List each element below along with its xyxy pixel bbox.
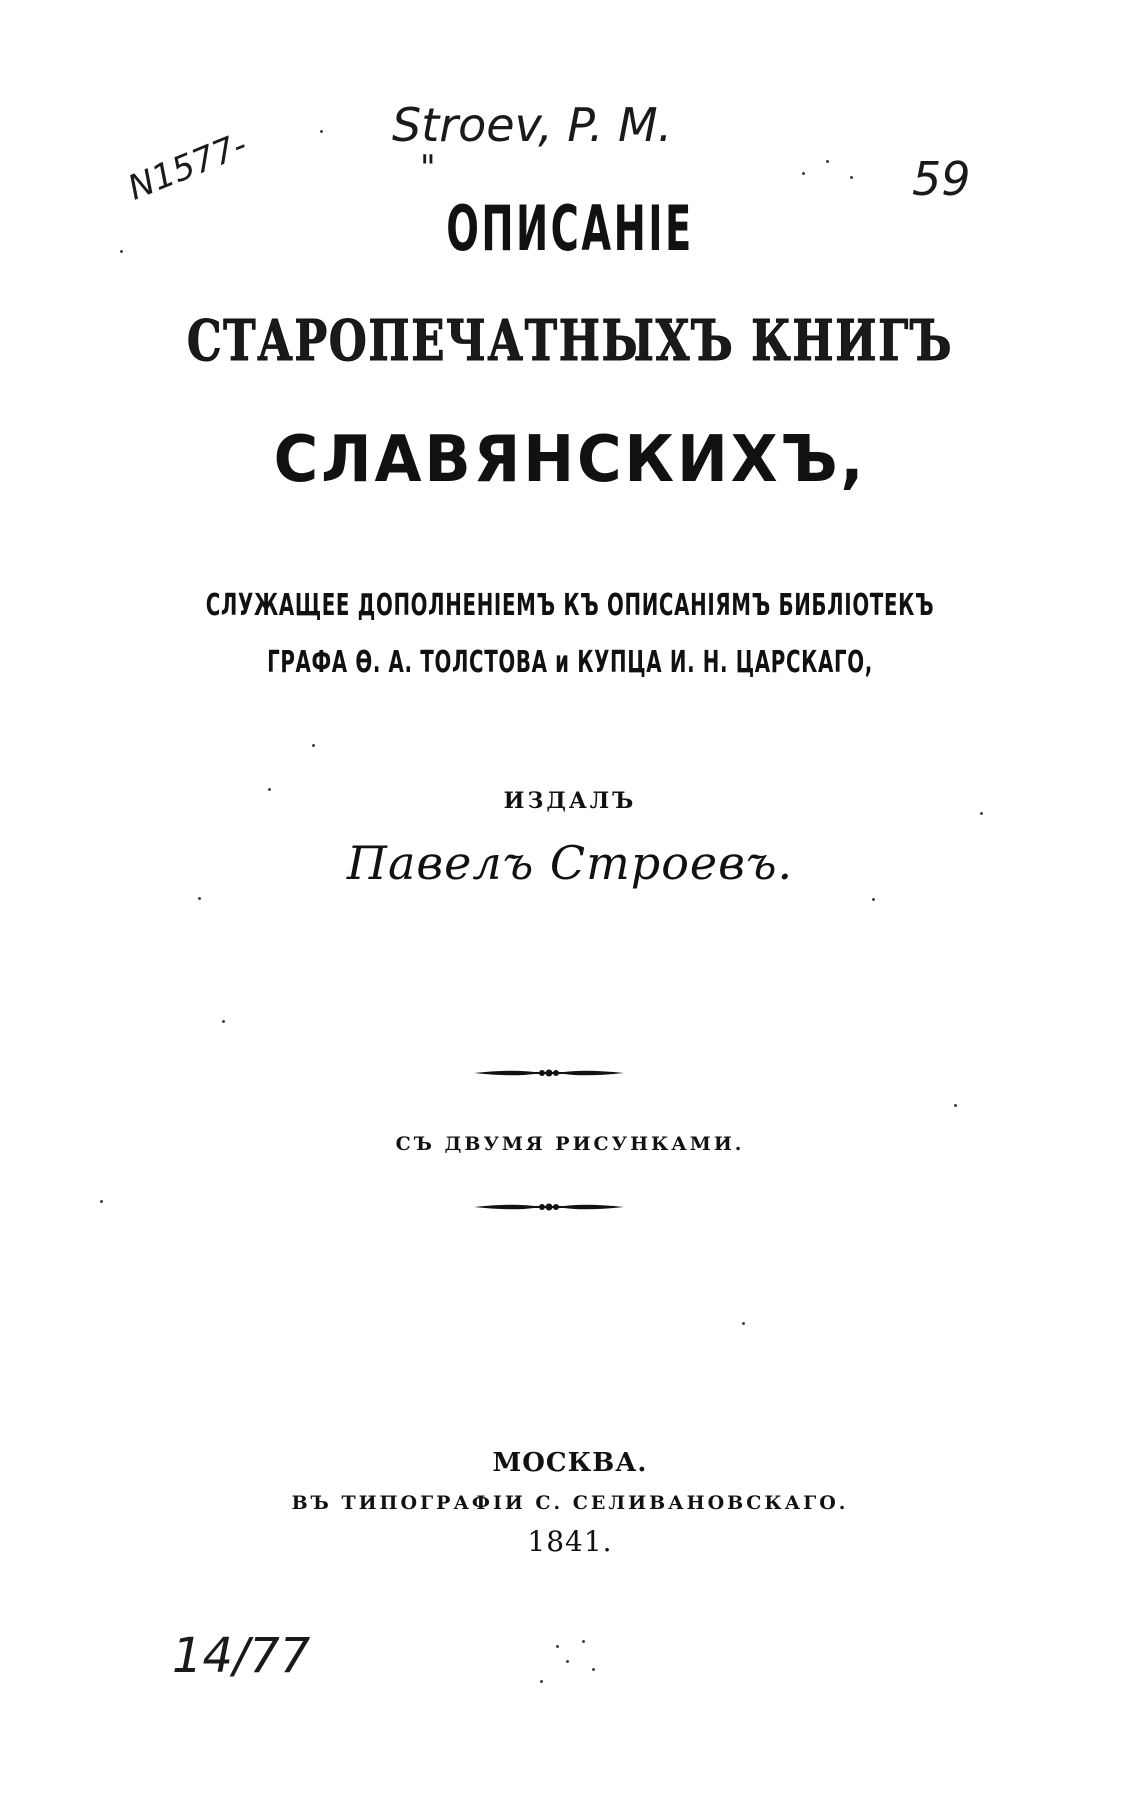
ornament-divider-top: [472, 1066, 626, 1080]
scan-speck: [872, 898, 875, 901]
handwritten-left-number: N1577-: [122, 124, 253, 209]
scan-speck: [592, 1668, 595, 1671]
scan-speck: [222, 1020, 225, 1023]
scan-speck: [540, 1680, 543, 1683]
scan-speck: [802, 172, 805, 175]
scan-speck: [742, 1322, 745, 1325]
scan-speck: [100, 1200, 103, 1203]
scan-speck: [268, 788, 271, 791]
scan-speck: [120, 250, 123, 253]
title-line-3: СЛАВЯНСКИХЪ,: [273, 423, 867, 497]
scan-speck: [582, 1640, 585, 1643]
ornament-divider-bottom: [472, 1200, 626, 1214]
imprint-city: МОСКВА.: [492, 1448, 648, 1478]
scan-speck: [954, 1104, 957, 1107]
illustrations-note: СЪ ДВУМЯ РИСУНКАМИ.: [395, 1133, 745, 1155]
subtitle-line-1: СЛУЖАЩЕЕ ДОПОЛНЕНІЕМЪ КЪ ОПИСАНІЯМЪ БИБЛІОТЕКЪ: [205, 588, 935, 623]
handwritten-bottom-number: 14/77: [172, 1628, 311, 1684]
subtitle-line-2: ГРАФА Ѳ. А. ТОЛСТОВА и КУПЦА И. Н. ЦАРСКАГО,: [267, 645, 873, 680]
handwritten-catalog-name: Stroev, P. M.: [392, 98, 673, 152]
handwritten-quote-mark: ": [420, 148, 436, 188]
scan-speck: [556, 1645, 559, 1648]
scan-speck: [198, 897, 201, 900]
scan-speck: [850, 176, 853, 179]
scan-speck: [320, 130, 323, 133]
published-by-label: ИЗДАЛЪ: [503, 788, 637, 814]
author-name: Павелъ Строевъ.: [346, 836, 794, 890]
scan-speck: [312, 744, 315, 747]
scan-speck: [980, 812, 983, 815]
imprint-printer: ВЪ ТИПОГРАФІИ С. СЕЛИВАНОВСКАГО.: [291, 1492, 849, 1514]
handwritten-right-number: 59: [912, 152, 971, 206]
imprint-year: 1841.: [527, 1525, 613, 1558]
title-line-2: СТАРОПЕЧАТНЫХЪ КНИГЪ: [186, 308, 954, 374]
scan-speck: [566, 1660, 569, 1663]
title-line-1: ОПИСАНІЕ: [446, 192, 694, 265]
scan-speck: [826, 160, 829, 163]
